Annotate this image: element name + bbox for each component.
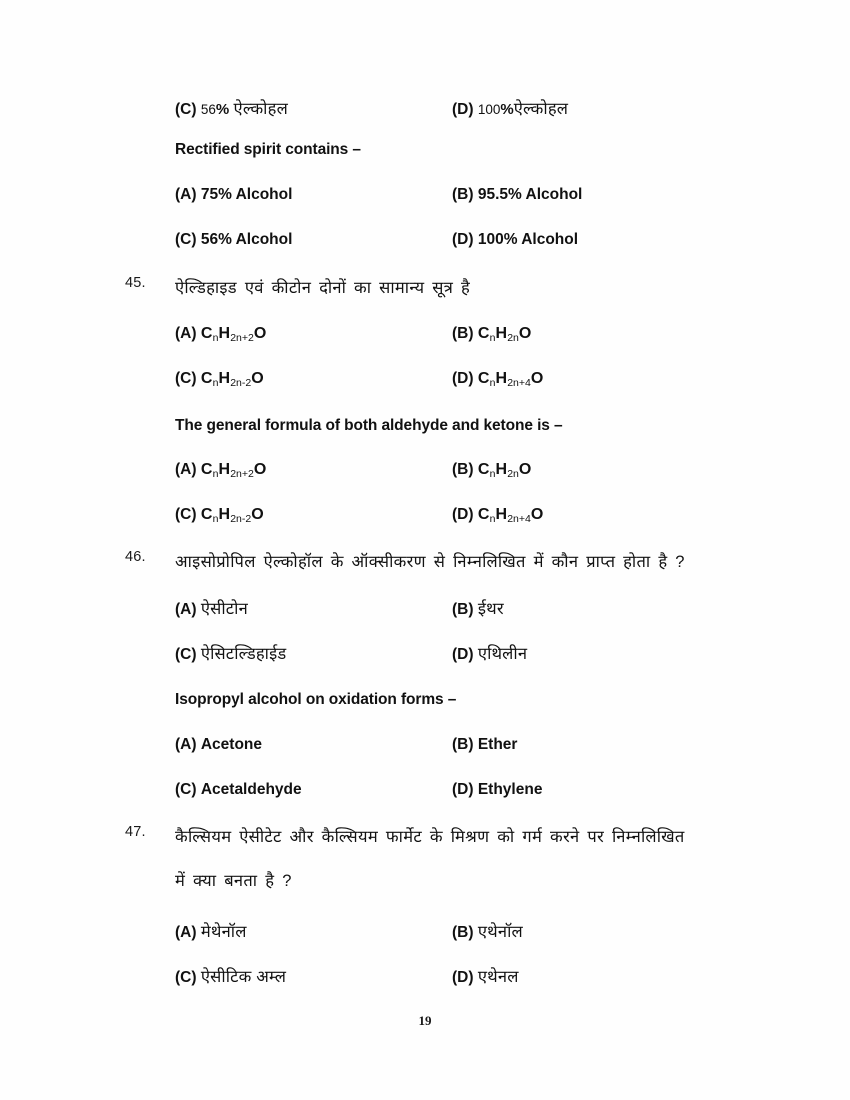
question-47-row [0, 824, 850, 848]
option-row [0, 186, 850, 210]
q45-option-a[interactable] [175, 325, 267, 343]
question-47-stem-hindi-line2: में क्या बनता है ? [175, 872, 292, 890]
q47-option-d[interactable] [452, 964, 519, 987]
option-text: 100% Alcohol [477, 231, 579, 248]
option-label: (B) [452, 186, 474, 203]
percent-symbol: % [215, 101, 230, 118]
option-label: (B) [452, 924, 474, 941]
option-label: (C) [175, 969, 197, 986]
option-c-prev[interactable] [175, 96, 288, 119]
option-label: (C) [175, 781, 197, 798]
option-row [0, 506, 850, 530]
option-label: (C) [175, 506, 197, 523]
option-label: (B) [452, 325, 474, 342]
option-row [0, 461, 850, 485]
question-stem-row [0, 691, 850, 715]
option-formula: $C_nH_{2n+2}O$ [200, 461, 267, 480]
option-text: एथेनल [477, 968, 519, 986]
q46-option-c-english[interactable] [175, 781, 302, 799]
q45-option-b[interactable] [452, 325, 532, 343]
option-label: (A) [175, 186, 197, 203]
q47-option-c[interactable] [175, 964, 286, 987]
option-d-prev[interactable] [452, 96, 568, 119]
option-row [0, 641, 850, 665]
option-text: Ethylene [477, 781, 543, 798]
q44-option-c[interactable] [175, 231, 292, 249]
option-label: (D) [452, 101, 474, 118]
option-label: (C) [175, 370, 197, 387]
option-text: Acetaldehyde [200, 781, 302, 798]
option-label: (D) [452, 646, 474, 663]
question-45-stem-hindi: ऐल्डिहाइड एवं कीटोन दोनों का सामान्य सूत्र है [175, 279, 471, 297]
question-46-stem-english: Isopropyl alcohol on oxidation forms – [175, 691, 457, 708]
option-percent-number: 56 [200, 102, 216, 117]
question-45-row [0, 275, 850, 299]
option-text: एथिलीन [477, 645, 528, 663]
option-text: 95.5% Alcohol [477, 186, 583, 203]
option-label: (A) [175, 736, 197, 753]
option-row [0, 325, 850, 349]
option-label: (B) [452, 461, 474, 478]
q44-option-a[interactable] [175, 186, 292, 204]
q45-en-option-d[interactable] [452, 506, 544, 524]
option-label: (D) [452, 969, 474, 986]
option-formula: $C_nH_{2n-2}O$ [200, 370, 264, 389]
question-46-stem-hindi: आइसोप्रोपिल ऐल्कोहॉल के ऑक्सीकरण से निम्नलिखित में कौन प्राप्त होता है ? [175, 553, 685, 571]
option-label: (C) [175, 101, 197, 118]
question-45-stem-english: The general formula of both aldehyde and ketone is – [175, 417, 563, 434]
option-text: ईथर [477, 600, 504, 618]
q45-option-c[interactable] [175, 370, 264, 388]
question-stem-row [0, 141, 850, 165]
q44-option-b[interactable] [452, 186, 582, 204]
option-row [0, 370, 850, 394]
q46-option-d-english[interactable] [452, 781, 542, 799]
option-row [0, 596, 850, 620]
option-formula: $C_nH_{2n+4}O$ [477, 370, 544, 389]
option-label: (D) [452, 231, 474, 248]
option-row [0, 96, 850, 120]
option-label: (D) [452, 506, 474, 523]
option-formula: $C_nH_{2n}O$ [477, 461, 532, 480]
option-formula: $C_nH_{2n-2}O$ [200, 506, 264, 525]
option-row [0, 231, 850, 255]
option-label: (D) [452, 781, 474, 798]
option-row [0, 736, 850, 760]
q44-option-d[interactable] [452, 231, 578, 249]
q46-option-b-english[interactable] [452, 736, 517, 754]
option-text: ऐसीटिक अम्ल [200, 968, 287, 986]
option-label: (C) [175, 231, 197, 248]
page-number: 19 [418, 1013, 432, 1028]
option-text: मेथेनॉल [200, 923, 247, 941]
option-formula: $C_nH_{2n+2}O$ [200, 325, 267, 344]
question-46-number: 46. [125, 549, 146, 565]
option-label: (D) [452, 370, 474, 387]
question-47-stem-hindi-line1: कैल्सियम ऐसीटेट और कैल्सियम फार्मेट के मिश्रण को गर्म करने पर निम्नलिखित [175, 828, 685, 846]
percent-symbol: % [500, 101, 514, 118]
q45-en-option-b[interactable] [452, 461, 532, 479]
option-text: ऐसिटल्डिहाईड [200, 645, 287, 663]
option-text: 56% Alcohol [200, 231, 293, 248]
option-text: एथेनॉल [477, 923, 523, 941]
option-text: Ether [477, 736, 518, 753]
option-text: ऐसीटोन [200, 600, 248, 618]
q46-option-b-hindi[interactable] [452, 596, 504, 619]
q47-option-b[interactable] [452, 919, 523, 942]
option-formula: $C_nH_{2n+4}O$ [477, 506, 544, 525]
option-label: (A) [175, 601, 197, 618]
question-stem-row [0, 417, 850, 441]
option-label: (B) [452, 736, 474, 753]
option-text: ऐल्कोहल [513, 100, 569, 118]
option-text: ऐल्कोहल [233, 100, 288, 118]
q45-option-d[interactable] [452, 370, 544, 388]
option-row [0, 919, 850, 943]
option-label: (A) [175, 461, 197, 478]
q46-option-c-hindi[interactable] [175, 641, 286, 664]
q45-en-option-a[interactable] [175, 461, 267, 479]
question-47-number: 47. [125, 824, 146, 840]
q46-option-d-hindi[interactable] [452, 641, 527, 664]
option-label: (A) [175, 924, 197, 941]
option-row [0, 964, 850, 988]
question-45-number: 45. [125, 275, 146, 291]
q46-option-a-english[interactable] [175, 736, 262, 754]
q46-option-a-hindi[interactable] [175, 596, 248, 619]
question-46-row [0, 549, 850, 573]
option-label: (A) [175, 325, 197, 342]
q45-en-option-c[interactable] [175, 506, 264, 524]
question-47-row-cont [0, 868, 850, 892]
option-text: Acetone [200, 736, 262, 753]
q44-stem-english: Rectified spirit contains – [175, 141, 361, 158]
option-percent-number: 100 [477, 102, 501, 117]
option-label: (B) [452, 601, 474, 618]
option-formula: $C_nH_{2n}O$ [477, 325, 532, 344]
q47-option-a[interactable] [175, 919, 247, 942]
option-label: (C) [175, 646, 197, 663]
option-text: 75% Alcohol [200, 186, 293, 203]
option-row [0, 781, 850, 805]
